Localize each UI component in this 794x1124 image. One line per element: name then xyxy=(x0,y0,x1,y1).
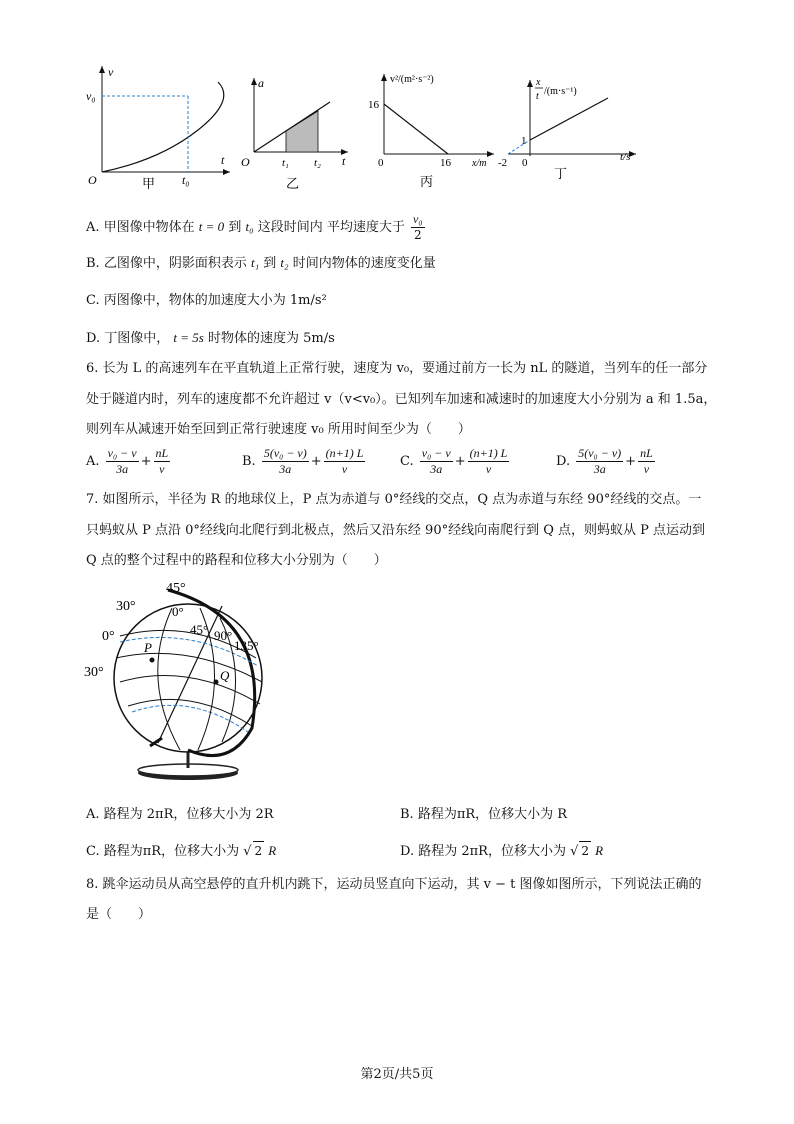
q6-stem-line3: 则列车从减速开始至回到正常行驶速度 v₀ 所用时间至少为（ ） xyxy=(86,422,471,437)
q8-stem-line2: 是（ ） xyxy=(86,907,152,922)
globe-point-p: P xyxy=(144,640,152,655)
q6-d-f1-den: 3a xyxy=(593,462,606,476)
q6-stem-line2: 处于隧道内时，列车的速度都不允许超过 v（v<v₀）。已知列车加速和减速时的加速度大小分别为 a 和 1.5a， xyxy=(86,392,717,407)
q7-option-d: D. 路程为 2πR，位移大小为 √ 2 R xyxy=(400,843,604,859)
q5-d-eq: t = 5s xyxy=(173,330,204,345)
q6-d-f2-num: nL xyxy=(640,446,653,460)
q7-c-sqrt: 2 xyxy=(253,841,265,860)
ding-x-neg: -2 xyxy=(498,157,508,169)
bing-x-label: x/m xyxy=(472,158,487,169)
q5-b-mid: 到 xyxy=(263,256,277,271)
q5-option-d xyxy=(86,329,335,348)
graph-jia xyxy=(80,60,240,190)
q6-c-f2-den: v xyxy=(485,462,492,476)
q6-c-plus: + xyxy=(454,454,466,469)
q6-d-f2-den: v xyxy=(643,462,650,476)
q6-d-label: D. xyxy=(556,454,571,469)
q7-option-a: A. 路程为 2πR，位移大小为 2R xyxy=(86,807,274,822)
bing-y-tick: 16 xyxy=(368,99,379,111)
yi-y-label: a xyxy=(258,76,264,90)
ding-y-top: x xyxy=(536,77,541,88)
q5-a-frac-num: v₀ xyxy=(413,212,423,226)
q6-c-f2-num: (n+1) L xyxy=(469,446,508,460)
q5-b-t1: t₁ xyxy=(250,255,260,270)
q5-option-b xyxy=(86,254,436,273)
ding-y-bottom: t xyxy=(536,91,539,102)
q5-c-value: 1m/s² xyxy=(289,293,327,308)
bing-y-label: v²/(m²·s⁻²) xyxy=(390,74,434,85)
q6-d-plus: + xyxy=(625,454,637,469)
globe-label-30-bottom: 30° xyxy=(84,665,104,680)
globe-point-q: Q xyxy=(220,668,230,683)
q6-a-label: A. xyxy=(86,454,100,469)
q5-a-fraction xyxy=(411,212,425,243)
q7-option-c: C. 路程为πR，位移大小为 √ 2 R xyxy=(86,843,277,859)
ding-y-tick: 1 xyxy=(521,135,527,147)
jia-v0-label: v₀ xyxy=(86,89,96,103)
q7-d-suffix: R xyxy=(595,843,604,858)
q6-c-label: C. xyxy=(400,454,414,469)
q6-a-plus: + xyxy=(140,454,152,469)
q6-d-f1-num: 5(v₀ − v) xyxy=(578,446,622,460)
q7-stem-line1: 7. 如图所示，半径为 R 的地球仪上，P 点为赤道与 0°经线的交点，Q 点为赤道与东经 90°经线的交点。一 xyxy=(86,492,702,507)
q5-a-mid: 到 xyxy=(228,220,242,235)
q7-stem-line3: Q 点的整个过程中的路程和位移大小分别为（ ） xyxy=(86,553,387,568)
q6-c-f1-den: 3a xyxy=(430,462,443,476)
q6-option-c xyxy=(400,446,511,477)
q5-a-suffix: 这段时间内 平均速度大于 xyxy=(257,220,405,235)
q7-d-prefix: D. 路程为 2πR，位移大小为 xyxy=(400,844,566,859)
globe-label-0-meridian: 0° xyxy=(172,604,184,619)
yi-x-label: t xyxy=(342,154,346,168)
q5-b-suffix: 时间内物体的速度变化量 xyxy=(292,256,436,271)
yi-origin: O xyxy=(241,155,250,169)
q6-b-f1-den: 3a xyxy=(279,462,292,476)
globe-label-90: 90° xyxy=(214,628,233,643)
globe-label-45-top: 45° xyxy=(166,581,186,596)
q6-b-label: B. xyxy=(242,454,256,469)
q8-stem-line1: 8. 跳伞运动员从高空悬停的直升机内跳下，运动员竖直向下运动，其 v − t 图像如图所示，下列说法正确的 xyxy=(86,877,702,892)
yi-t1-label: t₁ xyxy=(282,157,289,169)
q5-d-suffix: 时物体的速度为 5m/s xyxy=(207,331,335,346)
jia-origin: O xyxy=(88,173,97,187)
q5-b-prefix: B. 乙图像中，阴影面积表示 xyxy=(86,256,247,271)
q5-a-eq: t = 0 xyxy=(198,219,225,234)
globe-figure xyxy=(80,578,280,793)
page-footer: 第2页/共5页 xyxy=(360,1067,434,1082)
q7-option-b: B. 路程为πR，位移大小为 R xyxy=(400,807,568,822)
graph-ding xyxy=(498,74,648,188)
ding-origin: 0 xyxy=(522,157,528,169)
globe-label-45-meridian: 45° xyxy=(190,622,209,637)
q6-b-f2-den: v xyxy=(341,462,348,476)
yi-t2-label: t₂ xyxy=(314,157,321,169)
q7-c-prefix: C. 路程为πR，位移大小为 xyxy=(86,844,240,859)
q6-a-f1-den: 3a xyxy=(116,462,129,476)
q6-b-f1-num: 5(v₀ − v) xyxy=(263,446,307,460)
q5-b-t2: t₂ xyxy=(280,255,289,270)
q6-b-plus: + xyxy=(310,454,322,469)
q6-option-d xyxy=(556,446,657,477)
graph-bing xyxy=(366,66,506,190)
jia-caption: 甲 xyxy=(142,176,156,190)
yi-caption: 乙 xyxy=(286,176,300,190)
jia-y-label: v xyxy=(108,65,114,79)
graph-yi xyxy=(238,70,358,190)
bing-x-tick: 16 xyxy=(440,157,451,169)
ding-y-unit: /(m·s⁻¹) xyxy=(544,86,577,97)
globe-label-135: 135° xyxy=(234,638,259,653)
q7-stem-line2: 只蚂蚁从 P 点沿 0°经线向北爬行到北极点，然后又沿东经 90°经线向南爬行到 Q 点，则蚂蚁从 P 点运动到 xyxy=(86,523,706,538)
q5-option-c xyxy=(86,292,327,310)
q6-a-f1-num: v₀ − v xyxy=(107,446,137,460)
q6-option-a xyxy=(86,446,172,477)
q6-a-f2-num: nL xyxy=(155,446,169,460)
q5-d-prefix: D. 丁图像中， xyxy=(86,331,170,346)
globe-label-30-top: 30° xyxy=(116,599,136,614)
q5-a-t0: t₀ xyxy=(245,219,254,234)
q5-c-text: C. 丙图像中，物体的加速度大小为 xyxy=(86,293,286,308)
jia-x-label: t xyxy=(221,153,225,167)
q6-c-f1-num: v₀ − v xyxy=(421,446,451,460)
q6-stem-line1: 6. 长为 L 的高速列车在平直轨道上正常行驶，速度为 v₀，要通过前方一长为 nL 的隧道，当列车的任一部分 xyxy=(86,361,708,376)
globe-label-0-equator: 0° xyxy=(102,629,115,644)
ding-caption: 丁 xyxy=(554,166,568,181)
jia-t0-label: t₀ xyxy=(182,173,190,187)
q6-option-b xyxy=(242,446,367,477)
q5-option-a xyxy=(86,212,427,243)
q5-a-prefix: A. 甲图像中物体在 xyxy=(86,220,195,235)
q6-b-f2-num: (n+1) L xyxy=(325,446,364,460)
bing-caption: 丙 xyxy=(420,174,434,189)
q7-d-sqrt: 2 xyxy=(579,841,591,860)
bing-origin: 0 xyxy=(378,157,384,169)
q6-a-f2-den: v xyxy=(159,462,165,476)
ding-x-label: t/s xyxy=(620,151,631,163)
q5-a-frac-den: 2 xyxy=(413,228,422,242)
q7-c-suffix: R xyxy=(268,843,277,858)
